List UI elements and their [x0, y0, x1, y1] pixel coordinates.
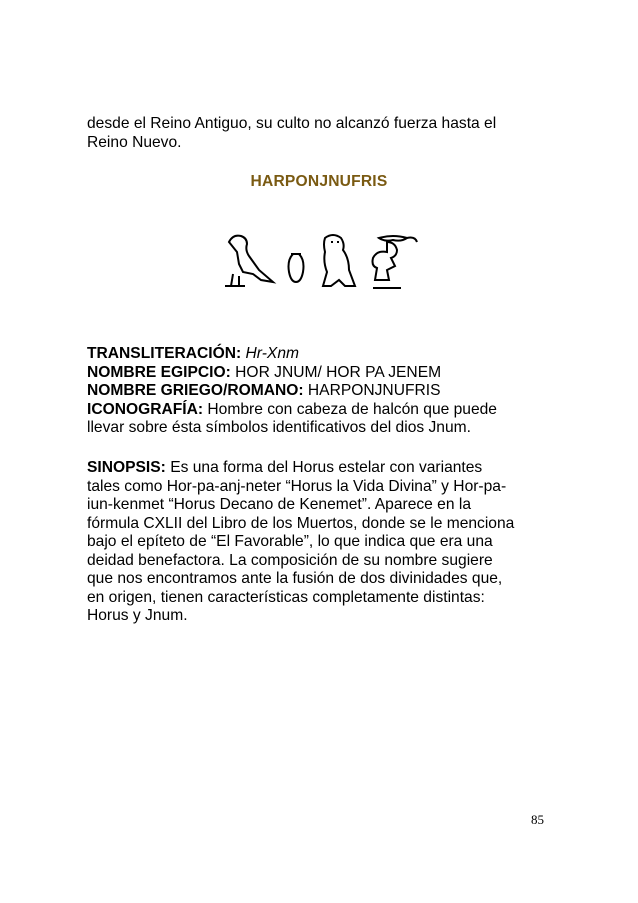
vase-hieroglyph-icon [289, 254, 304, 282]
nombre-egipcio-label: NOMBRE EGIPCIO: [87, 363, 231, 381]
transliteracion-label: TRANSLITERACIÓN: [87, 345, 242, 362]
hieroglyph-name-image [219, 228, 439, 294]
sinopsis-text: Es una forma del Horus estelar con variantes [170, 459, 483, 476]
intro-line: desde el Reino Antiguo, su culto no alcanzó fuerza hasta el [87, 115, 497, 132]
section-heading: HARPONJNUFRIS [250, 173, 388, 190]
sinopsis-line: Horus y Jnum. [87, 607, 188, 624]
transliteracion-row [87, 345, 557, 364]
nombre-griego-value: HARPONJNUFRIS [307, 382, 441, 399]
sinopsis-line: fórmula CXLII del Libro de los Muertos, donde se le menciona [87, 514, 515, 532]
sinopsis-line: tales como Hor-pa-anj-neter “Horus la Vida Divina” y Hor-pa- [87, 477, 507, 495]
page-number: 85 [531, 812, 544, 827]
falcon-hieroglyph-icon [225, 236, 273, 286]
sinopsis-first-line [87, 459, 557, 478]
sinopsis-line: que nos encontramos ante la fusión de dos divinidades que, [87, 570, 503, 587]
sinopsis-paragraph [87, 459, 557, 626]
iconografia-row [87, 401, 557, 420]
iconografia-label: ICONOGRAFÍA: [87, 400, 204, 418]
nombre-egipcio-row [87, 364, 557, 383]
sinopsis-line: bajo el epíteto de “El Favorable”, lo que indica que era una [87, 533, 493, 550]
nombre-griego-row [87, 382, 557, 401]
nombre-griego-label: NOMBRE GRIEGO/ROMANO: [87, 382, 304, 399]
sinopsis-line: en origen, tienen características completamente distintas: [87, 588, 485, 606]
seated-god-hieroglyph-icon [373, 236, 418, 288]
sinopsis-line: deidad benefactora. La composición de su nombre sugiere [87, 551, 493, 569]
intro-line: Reino Nuevo. [87, 133, 182, 151]
iconografia-continuation: llevar sobre ésta símbolos identificativos del dios Jnum. [87, 419, 471, 436]
intro-paragraph [87, 115, 557, 152]
iconografia-value: Hombre con cabeza de halcón que puede [207, 400, 497, 418]
owl-hieroglyph-icon [323, 235, 355, 286]
transliteracion-value: Hr-Xnm [245, 345, 299, 362]
nombre-egipcio-value: HOR JNUM/ HOR PA JENEM [235, 363, 442, 381]
sinopsis-line: iun-kenmet “Horus Decano de Kenemet”. Aparece en la [87, 496, 471, 513]
sinopsis-label: SINOPSIS: [87, 459, 166, 476]
fields-block [87, 345, 557, 438]
